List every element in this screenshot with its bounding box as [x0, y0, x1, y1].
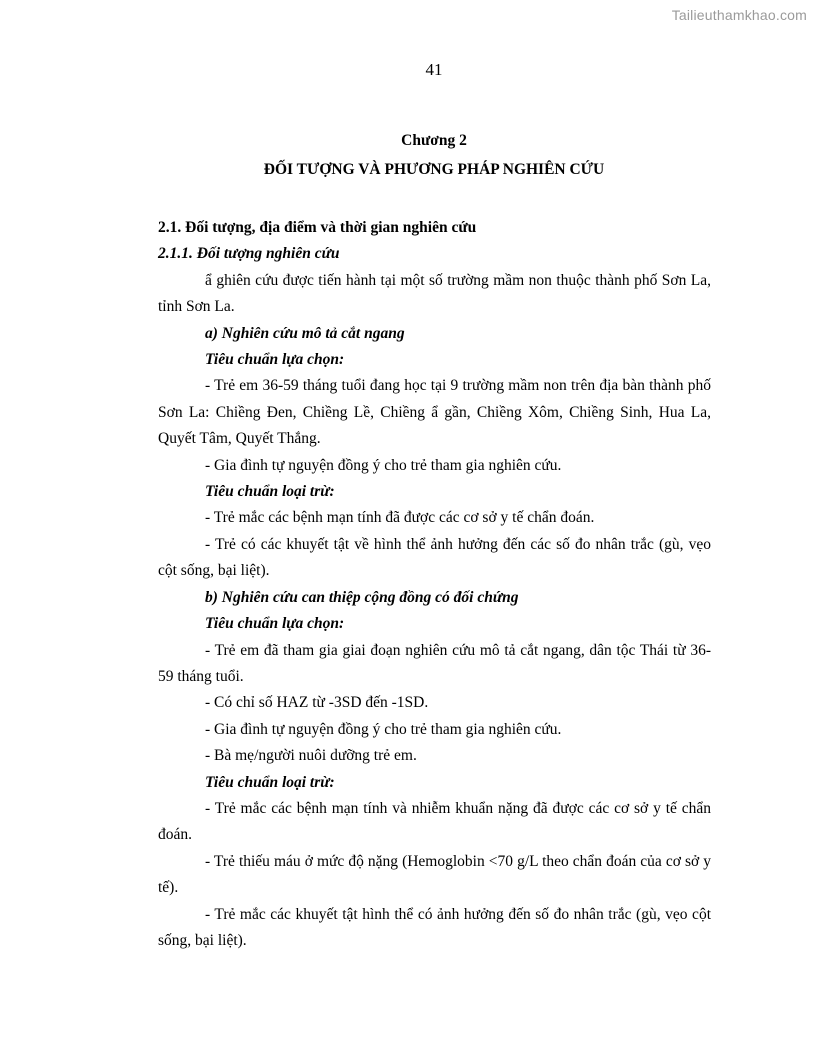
- part-a-exclusion-heading: Tiêu chuẩn loại trừ:: [205, 483, 335, 501]
- page-number: 41: [425, 60, 443, 79]
- part-b-exclusion-item: - Trẻ mắc các khuyết tật hình thể có ảnh hưởng đến số đo nhân trắc (gù, vẹo cột sống, bại liệt).: [158, 905, 711, 949]
- part-a-inclusion-heading: Tiêu chuẩn lựa chọn:: [205, 351, 345, 369]
- part-a-inclusion-item: - Trẻ em 36-59 tháng tuổi đang học tại 9 trường mầm non trên địa bàn thành phố Sơn La: Chiềng Đen, Chiềng Lề, Chiềng ẩ gần, Chiềng Xôm, Chiềng Sinh, Hua La, Quyết Tâm, Quyết Thắng.: [158, 377, 711, 448]
- part-b-inclusion-heading: Tiêu chuẩn lựa chọn:: [205, 615, 345, 633]
- chapter-title: ĐỐI TƯỢNG VÀ PHƯƠNG PHÁP NGHIÊN CỨU: [263, 161, 605, 178]
- section-heading-2-1: 2.1. Đối tượng, địa điểm và thời gian nghiên cứu: [158, 219, 477, 236]
- part-a-exclusion-item: - Trẻ có các khuyết tật về hình thể ảnh hưởng đến các số đo nhân trắc (gù, vẹo cột sống, bại liệt).: [158, 535, 711, 580]
- watermark: Tailieuthamkhao.com: [671, 7, 807, 23]
- part-a-exclusion-item: - Trẻ mắc các bệnh mạn tính đã được các cơ sở y tế chẩn đoán.: [205, 509, 595, 527]
- intro-paragraph: ẩ ghiên cứu được tiến hành tại một số trường mầm non thuộc thành phố Sơn La, tỉnh Sơn La.: [158, 271, 711, 316]
- part-b-exclusion-heading: Tiêu chuẩn loại trừ:: [205, 773, 335, 791]
- chapter-label: Chương 2: [401, 132, 467, 149]
- part-b-heading: b) Nghiên cứu can thiệp cộng đồng có đối chứng: [205, 588, 519, 606]
- part-b-exclusion-item: - Trẻ mắc các bệnh mạn tính và nhiễm khuẩn nặng đã được các cơ sở y tế chẩn đoán.: [158, 799, 711, 844]
- part-a-heading: a) Nghiên cứu mô tả cắt ngang: [205, 324, 405, 342]
- part-b-inclusion-item: - Bà mẹ/người nuôi dưỡng trẻ em.: [205, 747, 417, 765]
- part-b-inclusion-item: - Trẻ em đã tham gia giai đoạn nghiên cứu mô tả cắt ngang, dân tộc Thái từ 36-59 tháng tuổi.: [158, 641, 711, 685]
- section-heading-2-1-1: 2.1.1. Đối tượng nghiên cứu: [158, 245, 340, 263]
- part-b-inclusion-item: - Có chỉ số HAZ từ -3SD đến -1SD.: [205, 694, 429, 712]
- part-b-inclusion-item: - Gia đình tự nguyện đồng ý cho trẻ tham gia nghiên cứu.: [205, 720, 562, 738]
- part-a-inclusion-item: - Gia đình tự nguyện đồng ý cho trẻ tham gia nghiên cứu.: [205, 456, 562, 474]
- document-body: [158, 215, 711, 954]
- part-b-exclusion-item: - Trẻ thiếu máu ở mức độ nặng (Hemoglobin <70 g/L theo chẩn đoán của cơ sở y tế).: [158, 852, 711, 897]
